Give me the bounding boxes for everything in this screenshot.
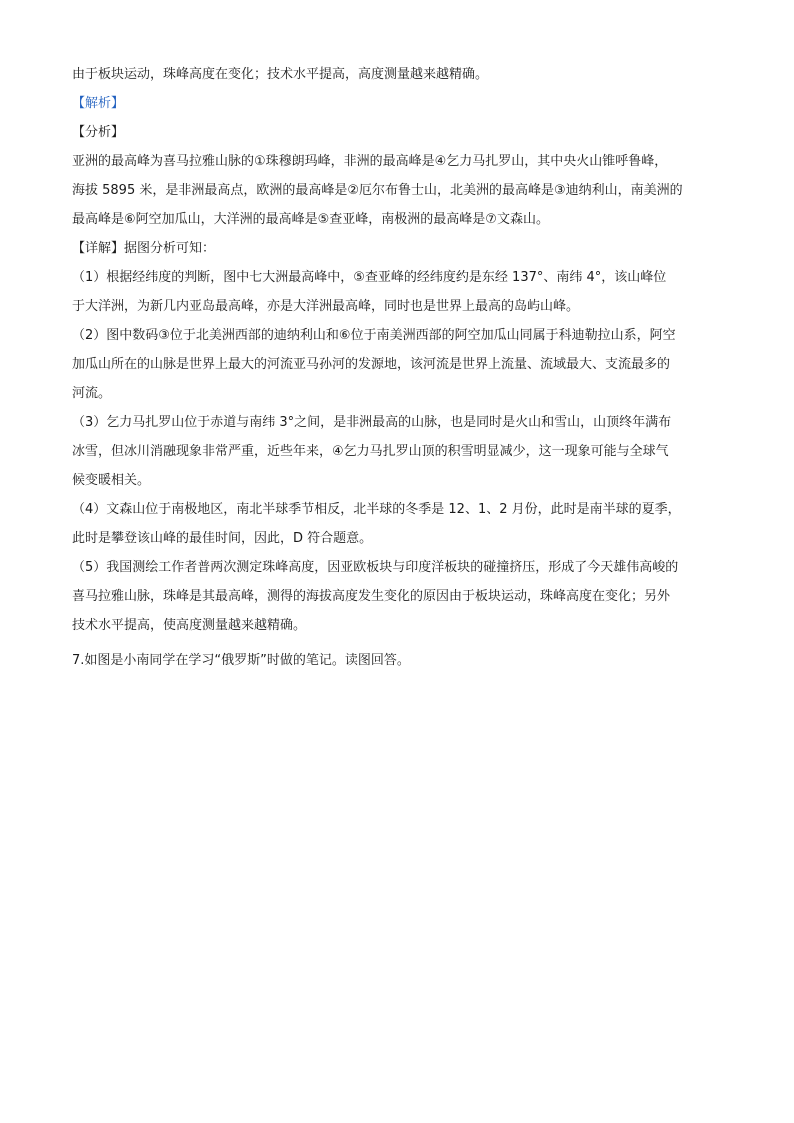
answer-line: 冰雪，但冰川消融现象非常严重，近些年来，④乞力马扎罗山顶的积雪明显减少，这一现象可能与全球气 bbox=[72, 444, 669, 459]
analysis-line: 最高峰是⑥阿空加瓜山，大洋洲的最高峰是⑤查亚峰，南极洲的最高峰是⑦文森山。 bbox=[72, 212, 549, 227]
detail-intro: 据图分析可知： bbox=[124, 241, 216, 256]
jiexi-label: 【解析】 bbox=[72, 96, 125, 111]
fenxi-label: 【分析】 bbox=[72, 125, 125, 140]
answer-line: 喜马拉雅山脉，珠峰是其最高峰，测得的海拔高度发生变化的原因由于板块运动，珠峰高度在变化；另外 bbox=[72, 589, 671, 604]
answer-line: （2）图中数码③位于北美洲西部的迪纳利山和⑥位于南美洲西部的阿空加瓜山同属于科迪勒拉山系，阿空 bbox=[72, 328, 676, 343]
answer-item-1 bbox=[72, 263, 724, 321]
analysis-line: 海拔 5895 米，是非洲最高点，欧洲的最高峰是②厄尔布鲁士山，北美洲的最高峰是③迪纳利山，南美洲的 bbox=[72, 183, 683, 198]
answer-line: 此时是攀登该山峰的最佳时间，因此，D 符合题意。 bbox=[72, 531, 373, 546]
answer-line: （4）文森山位于南极地区，南北半球季节相反，北半球的冬季是 12、1、2 月份，此时是南半球的夏季， bbox=[72, 502, 681, 517]
answer-item-3 bbox=[72, 408, 724, 495]
analysis-line: 亚洲的最高峰为喜马拉雅山脉的①珠穆朗玛峰，非洲的最高峰是④乞力马扎罗山，其中央火山锥呼鲁峰， bbox=[72, 154, 668, 169]
question-7: 7.如图是小南同学在学习“俄罗斯”时做的笔记。读图回答。 bbox=[72, 653, 410, 668]
answer-line: 于大洋洲，为新几内亚岛最高峰，亦是大洋洲最高峰，同时也是世界上最高的岛屿山峰。 bbox=[72, 299, 580, 314]
answer-item-2 bbox=[72, 321, 724, 408]
analysis-paragraph bbox=[72, 147, 724, 234]
intro-line: 由于板块运动，珠峰高度在变化；技术水平提高，高度测量越来越精确。 bbox=[72, 67, 489, 82]
answer-line: 河流。 bbox=[72, 386, 112, 401]
answer-line: （1）根据经纬度的判断，图中七大洲最高峰中，⑤查亚峰的经纬度约是东经 137°、南纬 4°，该山峰位 bbox=[72, 270, 667, 285]
answer-line: （5）我国测绘工作者普两次测定珠峰高度，因亚欧板块与印度洋板块的碰撞挤压，形成了今天雄伟高峻的 bbox=[72, 560, 679, 575]
detail-heading bbox=[72, 234, 724, 263]
detail-label: 【详解】 bbox=[72, 241, 125, 256]
answer-item-4 bbox=[72, 495, 724, 553]
answer-item-5 bbox=[72, 553, 724, 640]
answer-line: （3）乞力马扎罗山位于赤道与南纬 3°之间，是非洲最高的山脉，也是同时是火山和雪山，山顶终年满布 bbox=[72, 415, 672, 430]
answer-line: 加瓜山所在的山脉是世界上最大的河流亚马孙河的发源地，该河流是世界上流量、流域最大、支流最多的 bbox=[72, 357, 671, 372]
answer-line: 候变暖相关。 bbox=[72, 473, 151, 488]
answer-line: 技术水平提高，使高度测量越来越精确。 bbox=[72, 618, 307, 633]
document-page bbox=[72, 60, 724, 675]
